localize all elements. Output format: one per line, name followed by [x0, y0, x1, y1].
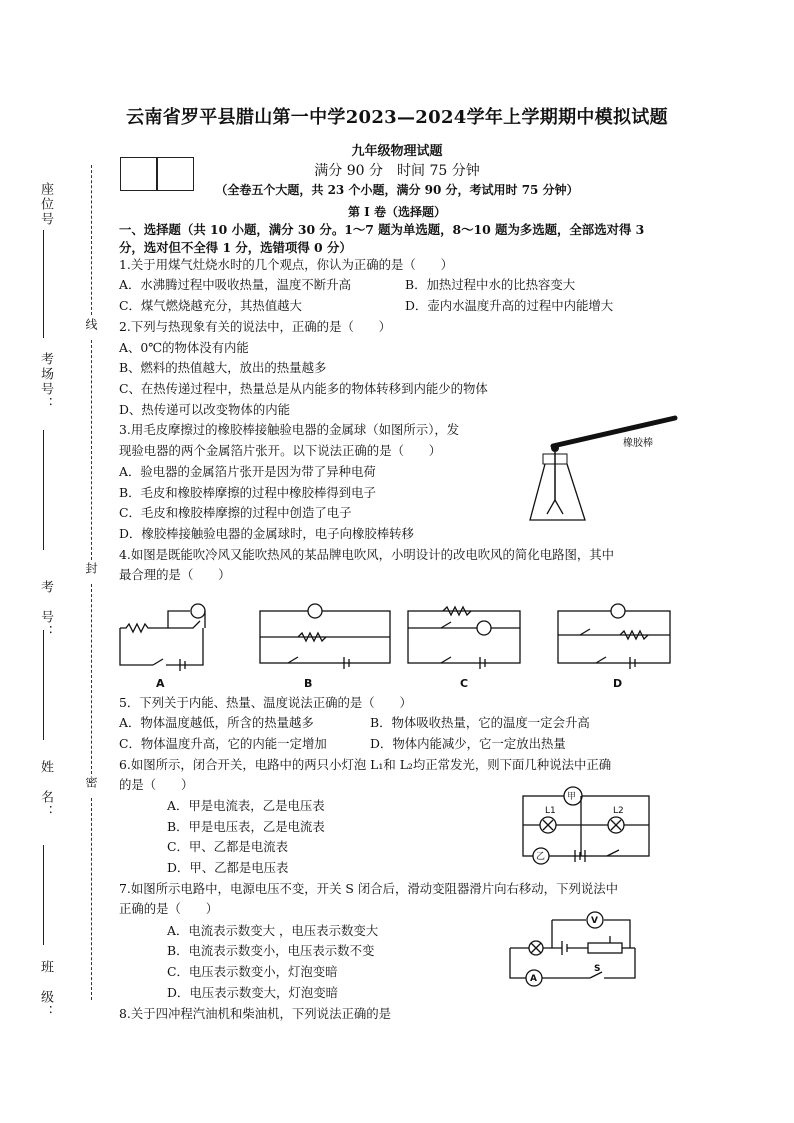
exam-title: 云南省罗平县腊山第一中学2023—2024学年上学期期中模拟试题 — [126, 107, 668, 128]
room-label: 考场号： — [38, 352, 53, 412]
section-instructions-1: 一、选择题（共 10 小题，满分 30 分。1～7 题为单选题，8～10 题为多选题，全部选对得 3 — [119, 222, 645, 237]
q1-option-c: C．煤气燃烧越充分，其热值越大 — [119, 298, 302, 313]
q4-label-b: B — [304, 677, 313, 690]
q6-lamp-l2: L2 — [613, 806, 624, 816]
q1-option-b: B．加热过程中水的比热容变大 — [405, 277, 576, 292]
q7-option-c: C．电压表示数变小，灯泡变暗 — [167, 964, 338, 979]
q7-circuit-figure — [500, 908, 650, 988]
q2-option-b: B、燃料的热值越大，放出的热量越多 — [119, 360, 327, 375]
seat-label: 座位号 — [38, 182, 53, 227]
q4-label-c: C — [460, 677, 469, 690]
q5-stem: 5．下列关于内能、热量、温度说法正确的是（ ） — [119, 695, 412, 710]
q4-circuit-diagrams — [108, 595, 688, 690]
q6-stem-1: 6.如图所示，闭合开关，电路中的两只小灯泡 L₁和 L₂均正常发光，则下面几种说法中正确 — [119, 757, 612, 772]
cut-mark-xian: 线 — [84, 318, 98, 332]
cut-mark-mi: 密 — [84, 776, 98, 790]
q6-option-a: A．甲是电流表，乙是电压表 — [167, 798, 325, 813]
q6-stem-2: 的是（ ） — [119, 777, 194, 792]
q1-option-d: D．壶内水温度升高的过程中内能增大 — [405, 298, 614, 313]
name-label: 姓 名： — [38, 760, 53, 820]
seal-line-4 — [91, 798, 92, 1000]
q8-stem: 8.关于四冲程汽油机和柴油机，下列说法正确的是 — [119, 1006, 392, 1021]
name-underline — [43, 845, 44, 945]
q4-label-d: D — [613, 677, 623, 690]
electroscope-figure — [525, 410, 695, 530]
seal-line-3 — [91, 584, 92, 774]
section-instructions-2: 分，选对但不全得 1 分，选错项得 0 分） — [119, 240, 352, 255]
q3-option-b: B．毛皮和橡胶棒摩擦的过程中橡胶棒得到电子 — [119, 485, 376, 500]
q6-meter-jia: 甲 — [567, 792, 577, 802]
q5-option-c: C．物体温度升高，它的内能一定增加 — [119, 736, 327, 751]
q2-option-a: A、0℃的物体没有内能 — [119, 340, 249, 355]
q2-stem: 2.下列与热现象有关的说法中，正确的是（ ） — [119, 319, 392, 334]
q7-option-b: B．电流表示数变小，电压表示数不变 — [167, 943, 375, 958]
q4-stem-2: 最合理的是（ ） — [119, 567, 231, 582]
exam-no-label: 考 号： — [38, 580, 53, 640]
q4-label-a: A — [156, 677, 165, 690]
q2-option-d: D、热传递可以改变物体的内能 — [119, 402, 291, 417]
q3-option-d: D．橡胶棒接触验电器的金属球时，电子向橡胶棒转移 — [119, 526, 414, 541]
q7-option-a: A．电流表示数变大 ，电压表示数变大 — [167, 923, 379, 938]
q7-voltmeter-label: V — [591, 916, 598, 926]
class-label: 班 级： — [38, 960, 53, 1020]
grade-title: 九年级物理试题 — [351, 144, 443, 159]
q6-option-b: B．甲是电压表，乙是电流表 — [167, 819, 325, 834]
seat-underline — [43, 230, 44, 338]
exam-no-underline — [43, 630, 44, 740]
q4-stem-1: 4.如图是既能吹冷风又能吹热风的某品牌电吹风，小明设计的改电吹风的简化电路图，其中 — [119, 547, 615, 562]
q1-option-a: A．水沸腾过程中吸收热量，温度不断升高 — [119, 277, 351, 292]
part-title: 第 I 卷（选择题） — [348, 205, 446, 219]
q6-option-c: C．甲、乙都是电流表 — [167, 839, 288, 854]
q7-ammeter-label: A — [530, 974, 537, 984]
q3-stem-2: 现验电器的两个金属箔片张开。以下说法正确的是（ ） — [119, 443, 442, 458]
q3-option-c: C．毛皮和橡胶棒摩擦的过程中创造了电子 — [119, 505, 352, 520]
q7-option-d: D．电压表示数变大，灯泡变暗 — [167, 985, 339, 1000]
q7-stem-1: 7.如图所示电路中，电源电压不变，开关 S 闭合后，滑动变阻器滑片向右移动，下列说法中 — [119, 881, 619, 896]
q1-stem: 1.关于用煤气灶烧水时的几个观点，你认为正确的是（ ） — [119, 257, 453, 272]
seal-line-2 — [91, 340, 92, 560]
q6-circuit-figure — [515, 780, 660, 870]
seal-line-1 — [91, 165, 92, 315]
q5-option-a: A．物体温度越低，所含的热量越多 — [119, 715, 314, 730]
q7-stem-2: 正确的是（ ） — [119, 901, 219, 916]
q2-option-c: C、在热传递过程中，热量总是从内能多的物体转移到内能少的物体 — [119, 381, 488, 396]
q5-option-d: D．物体内能减少，它一定放出热量 — [370, 736, 566, 751]
q5-option-b: B．物体吸收热量，它的温度一定会升高 — [370, 715, 590, 730]
q6-lamp-l1: L1 — [545, 806, 556, 816]
q3-stem-1: 3.用毛皮摩擦过的橡胶棒接触验电器的金属球（如图所示），发 — [119, 422, 460, 437]
q7-switch-label: S — [594, 964, 601, 974]
score-time: 满分 90 分 时间 75 分钟 — [314, 163, 480, 179]
cut-mark-feng: 封 — [84, 562, 98, 576]
q6-meter-yi: 乙 — [536, 852, 546, 862]
seat-box-2 — [156, 157, 194, 191]
seat-box-1 — [120, 157, 158, 191]
q3-option-a: A．验电器的金属箔片张开是因为带了异种电荷 — [119, 464, 376, 479]
room-underline — [43, 430, 44, 550]
rubber-rod-label: 橡胶棒 — [623, 438, 653, 449]
q6-option-d: D．甲、乙都是电压表 — [167, 860, 289, 875]
exam-note: （全卷五个大题，共 23 个小题，满分 90 分，考试用时 75 分钟） — [215, 183, 579, 197]
